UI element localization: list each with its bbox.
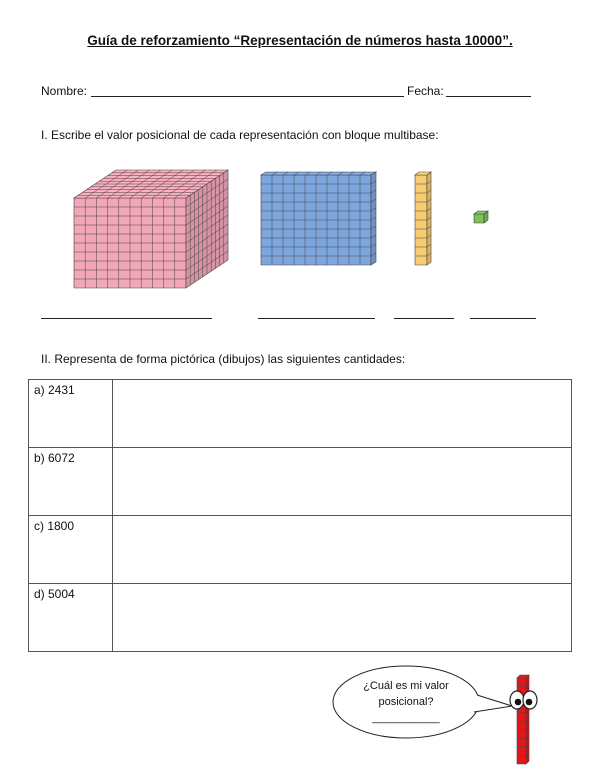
title-main: Representación de números hasta 10000 <box>240 33 503 48</box>
bubble-text <box>345 678 467 726</box>
date-field-line[interactable] <box>446 96 531 97</box>
mascot-body <box>517 675 529 764</box>
bubble-answer-blank[interactable]: ___________ <box>372 712 440 724</box>
answer-line-units[interactable] <box>470 318 536 319</box>
bubble-line1: ¿Cuál es mi valor <box>363 680 449 692</box>
table-row <box>29 516 572 584</box>
section2-instruction: II. Representa de forma pictórica (dibujos) las siguientes cantidades: <box>41 352 406 366</box>
title-suffix: . <box>508 33 513 48</box>
drawing-area[interactable] <box>113 380 572 448</box>
bubble-line2: posicional? <box>378 696 434 708</box>
drawing-area[interactable] <box>113 584 572 652</box>
row-label: b) 6072 <box>29 448 113 516</box>
ten-rod-block <box>410 165 440 270</box>
name-field-line[interactable] <box>91 96 404 97</box>
thousand-cube-block <box>68 165 238 295</box>
row-label: c) 1800 <box>29 516 113 584</box>
answer-line-thousands[interactable] <box>41 318 212 319</box>
hundred-flat-grid <box>261 172 376 265</box>
title-quote-close: ” <box>502 33 509 48</box>
section1-instruction: I. Escribe el valor posicional de cada representación con bloque multibase: <box>41 128 439 142</box>
drawing-area[interactable] <box>113 448 572 516</box>
unit-cube-shape <box>474 211 488 223</box>
ten-rod-grid <box>415 172 431 265</box>
pictorial-table <box>28 379 572 652</box>
page-title <box>0 33 600 48</box>
row-label: a) 2431 <box>29 380 113 448</box>
answer-line-tens[interactable] <box>394 318 454 319</box>
table-row <box>29 448 572 516</box>
title-prefix: Guía de reforzamiento <box>87 33 234 48</box>
title-quote-open: “ <box>233 33 241 48</box>
hundred-flat-block <box>255 165 385 270</box>
answer-line-hundreds[interactable] <box>258 318 375 319</box>
date-label: Fecha: <box>407 84 444 98</box>
table-row <box>29 584 572 652</box>
name-label: Nombre: <box>41 84 88 98</box>
row-label: d) 5004 <box>29 584 113 652</box>
drawing-area[interactable] <box>113 516 572 584</box>
table-row <box>29 380 572 448</box>
thousand-cube-grid <box>74 170 228 288</box>
mascot-rod-character <box>506 668 546 768</box>
unit-cube-block <box>468 208 492 228</box>
